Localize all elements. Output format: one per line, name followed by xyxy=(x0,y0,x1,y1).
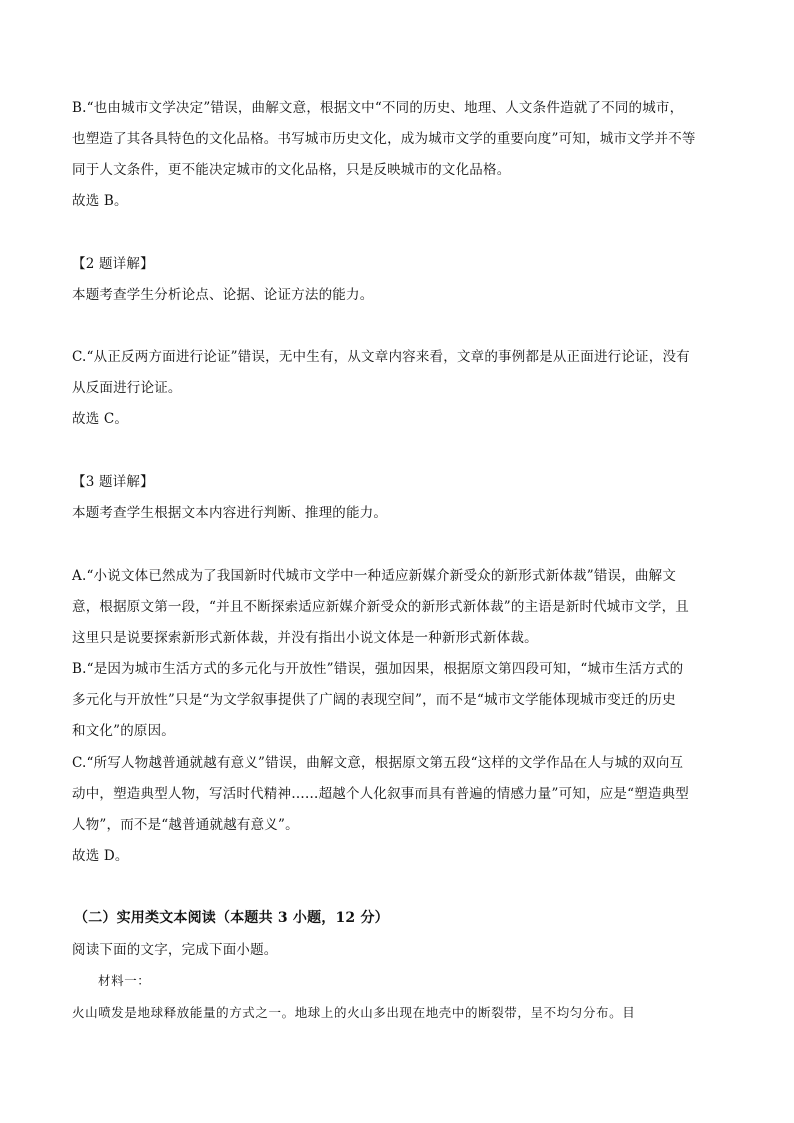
q3-answer-b-line-1: B.“是因为城市生活方式的多元化与开放性”错误，强加因果，根据原文第四段可知，“城市生活方式的 xyxy=(72,661,684,677)
q3-answer-c-line-1: C.“所写人物越普通就越有意义”错误，曲解文意，根据原文第五段“这样的文学作品在人与城的双向互 xyxy=(72,755,684,771)
answer-b-line-1: B.“也由城市文学决定”错误，曲解文意，根据文中“不同的历史、地理、人文条件造就了不同的城市， xyxy=(72,100,684,116)
answer-c-line-2: 从反面进行论证。 xyxy=(72,380,182,396)
q3-answer-b-line-2: 多元化与开放性”只是“为文学叙事提供了广阔的表现空间”，而不是“城市文学能体现城市变迁的历史 xyxy=(72,692,676,708)
material-one-label: 材料一： xyxy=(98,973,151,988)
reading-instruction: 阅读下面的文字，完成下面小题。 xyxy=(72,942,278,958)
section-title: （二）实用类文本阅读（本题共 3 小题，12 分） xyxy=(74,910,389,926)
question-3-detail-heading: 【3 题详解】 xyxy=(72,474,154,490)
choose-b-line: 故选 B。 xyxy=(72,193,128,209)
q3-answer-a-line-3: 这里只是说要探索新形式新体裁，并没有指出小说文体是一种新形式新体裁。 xyxy=(72,630,538,646)
q3-answer-a-line-2: 意，根据原文第一段，“并且不断探索适应新媒介新受众的新形式新体裁”的主语是新时代城市文学，且 xyxy=(72,599,690,615)
question-2-intro: 本题考查学生分析论点、论据、论证方法的能力。 xyxy=(72,287,374,303)
choose-c-line: 故选 C。 xyxy=(72,411,129,427)
answer-b-line-3: 同于人文条件，更不能决定城市的文化品格，只是反映城市的文化品格。 xyxy=(72,162,511,178)
choose-d-line: 故选 D。 xyxy=(72,848,129,864)
answer-b-line-2: 也塑造了其各具特色的文化品格。书写城市历史文化，成为城市文学的重要向度”可知，城市文学并不等 xyxy=(72,131,696,147)
question-2-detail-heading: 【2 题详解】 xyxy=(72,256,154,272)
q3-answer-c-line-3: 人物”，而不是“越普通就越有意义”。 xyxy=(72,817,299,833)
material-one-text: 火山喷发是地球释放能量的方式之一。地球上的火山多出现在地壳中的断裂带，呈不均匀分布。目 xyxy=(72,1005,636,1020)
q3-answer-a-line-1: A.“小说文体已然成为了我国新时代城市文学中一种适应新媒介新受众的新形式新体裁”错误，曲解文 xyxy=(72,568,677,584)
q3-answer-b-line-3: 和文化”的原因。 xyxy=(72,723,176,739)
answer-c-line-1: C.“从正反两方面进行论证”错误，无中生有，从文章内容来看，文章的事例都是从正面进行论证，没有 xyxy=(72,349,690,365)
question-3-intro: 本题考查学生根据文本内容进行判断、推理的能力。 xyxy=(72,505,388,521)
q3-answer-c-line-2: 动中，塑造典型人物，写活时代精神……超越个人化叙事而具有普遍的情感力量”可知，应是“塑造典型 xyxy=(72,786,690,802)
